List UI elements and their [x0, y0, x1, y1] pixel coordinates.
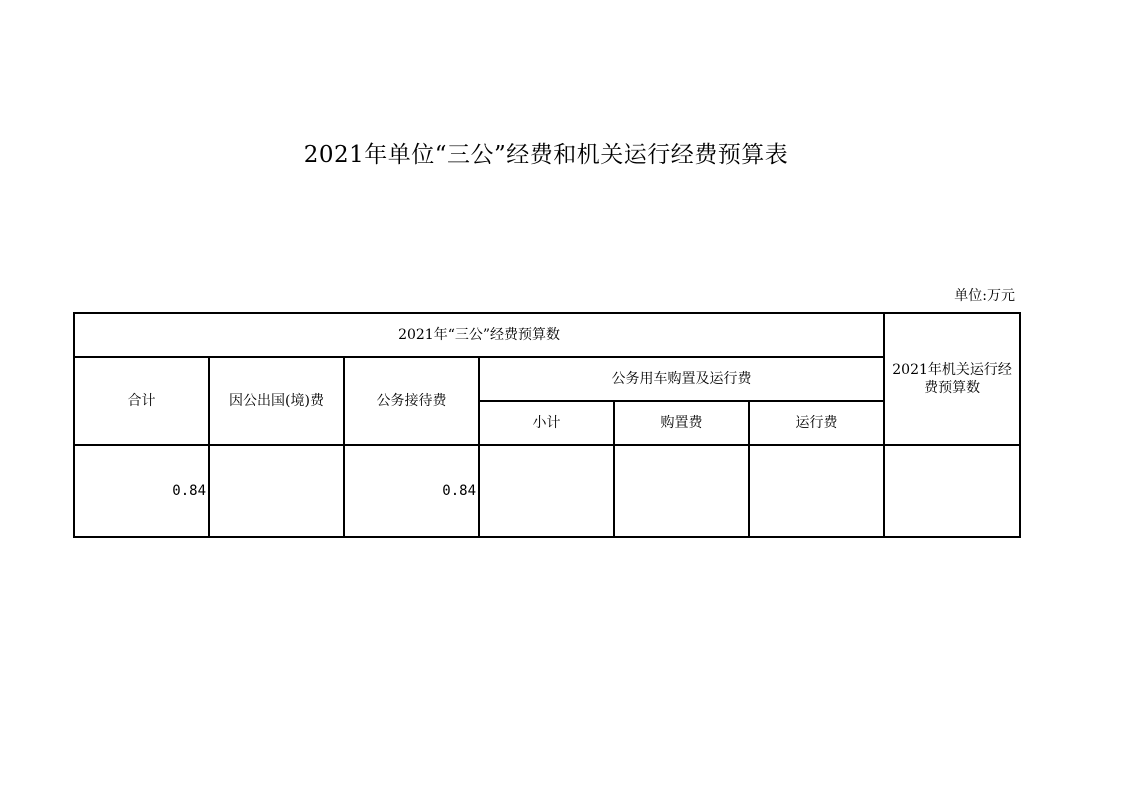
cell-admin — [884, 445, 1020, 537]
three-public-header: 2021年“三公”经费预算数 — [74, 313, 884, 357]
admin-expense-header: 2021年机关运行经费预算数 — [884, 313, 1020, 445]
unit-label: 单位:万元 — [954, 288, 1015, 304]
col-operation-header: 运行费 — [749, 401, 884, 445]
col-subtotal-header: 小计 — [479, 401, 614, 445]
col-vehicle-group-header: 公务用车购置及运行费 — [479, 357, 884, 401]
cell-subtotal — [479, 445, 614, 537]
table-row — [74, 445, 1020, 537]
col-reception-header: 公务接待费 — [344, 357, 479, 445]
cell-reception: 0.84 — [344, 445, 479, 537]
cell-abroad — [209, 445, 344, 537]
col-abroad-header: 因公出国(境)费 — [209, 357, 344, 445]
cell-total: 0.84 — [74, 445, 209, 537]
col-purchase-header: 购置费 — [614, 401, 749, 445]
cell-operation — [749, 445, 884, 537]
cell-purchase — [614, 445, 749, 537]
page-title: 2021年单位“三公”经费和机关运行经费预算表 — [303, 142, 789, 168]
col-total-header: 合计 — [74, 357, 209, 445]
budget-table — [73, 312, 1021, 538]
